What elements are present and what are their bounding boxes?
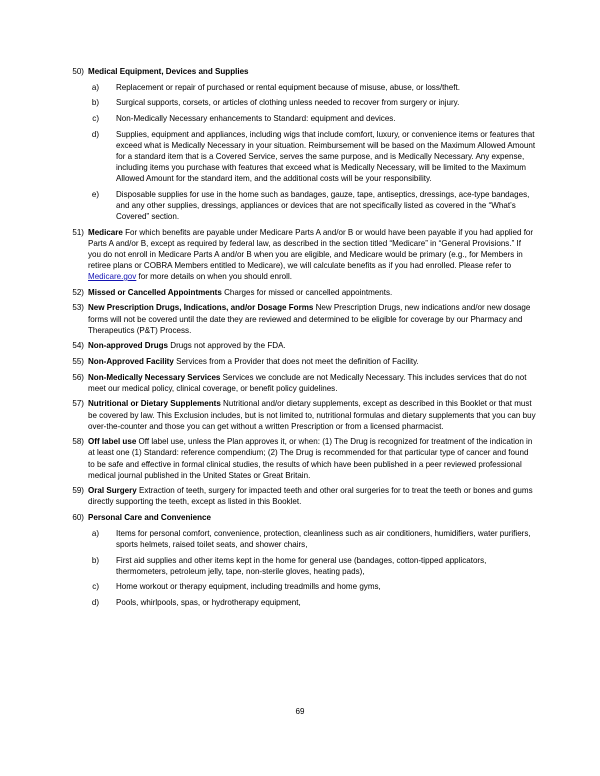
list-item [87,113,536,124]
list-item [87,129,536,184]
list-marker: a) [91,82,99,92]
list-marker: 54) [72,341,84,351]
item-body: Drugs not approved by the FDA. [168,341,286,351]
list-marker: 53) [72,303,84,313]
numbered-item-51 [68,227,536,282]
list-marker: 52) [72,287,84,297]
list-marker: 59) [72,486,84,496]
list-marker: e) [91,189,99,199]
list-item [87,581,536,592]
item-heading: Oral Surgery [88,486,137,496]
list-marker: 60) [72,513,84,523]
list-item-text: Disposable supplies for use in the home such as bandages, gauze, tape, antiseptics, dressings, ace-type bandages, and any other supplies, dressings, appliances or devices that are not specifically listed as covered in the “What’s Covered” section. [116,189,530,221]
numbered-item-60 [68,512,536,523]
item-heading: Non-Medically Necessary Services [88,372,221,382]
numbered-item-55 [68,356,536,367]
item-body: Off label use, unless the Plan approves it, or when: (1) The Drug is recognized for treatment of the indication in at least one (1) Standard: reference compendium; (2) The Drug is recommended for that particular type of cancer and found to be safe and effective in formal clinical studies, the results of which have been published in a peer reviewed professional medical journal published in the United States or Great Britain. [88,437,533,480]
list-item-text: Home workout or therapy equipment, including treadmills and home gyms, [116,582,381,592]
item-heading: Off label use [88,437,137,447]
item-heading: Nutritional or Dietary Supplements [88,399,221,409]
list-marker: 57) [72,399,84,409]
item-body: New Prescription Drugs, new indications and/or new dosage forms will not be covered until the date they are reviewed and determined to be eligible for coverage by our Pharmacy and Therapeutics (P&T) Process. [88,303,531,335]
item-body: Charges for missed or cancelled appointments. [221,287,393,297]
list-item [87,528,536,550]
item-body-after-link: for more details on when you should enroll. [136,272,292,282]
list-marker: 56) [72,372,84,382]
item-heading: Medical Equipment, Devices and Supplies [88,67,249,76]
numbered-item-52 [68,287,536,298]
list-marker: a) [91,528,99,538]
item-body: Nutritional and/or dietary supplements, except as described in this Booklet or that must be covered by law. This Exclusion includes, but is not limited to, nutritional formulas and dietary supplements that you can buy over-the-counter and those you can get without a written Prescription or from a licensed pharmacist. [88,399,536,431]
list-item-text: Items for personal comfort, convenience, protection, cleanliness such as air conditioners, humidifiers, water purifiers, sports helmets, raised toilet seats, and shower chairs, [116,528,531,549]
sub-list-50 [68,82,536,222]
list-item-text: Surgical supports, corsets, or articles of clothing unless needed to recover from surgery or injury. [116,98,460,108]
numbered-item-53 [68,302,536,335]
list-marker: b) [91,555,99,565]
list-item-text: First aid supplies and other items kept in the home for general use (bandages, cotton-tipped applicators, thermometers, petroleum jelly, tape, non-sterile gloves, heating pads), [116,555,487,576]
list-item-text: Replacement or repair of purchased or rental equipment because of misuse, abuse, or loss/theft. [116,82,460,92]
page-number: 69 [295,707,305,716]
list-item [87,189,536,222]
item-body-before-link: For which benefits are payable under Medicare Parts A and/or B or would have been payable if you had applied for Parts A and/or B, except as required by federal law, as described in the section titled “Medicare” in “General Provisions.” If you do not enroll in Medicare Parts A and/or B when you are eligible, and Medicare would be primary (e.g., for Members in retiree plans or COBRA Members entitled to Medicare), we will calculate benefits as if you had enrolled. Please refer to [88,227,534,270]
numbered-item-59 [68,485,536,507]
numbered-item-56 [68,372,536,394]
list-item [87,82,536,93]
item-heading: Medicare [88,227,123,237]
list-marker: b) [91,98,99,108]
list-item-text: Non-Medically Necessary enhancements to Standard: equipment and devices. [116,114,396,124]
list-item-text: Supplies, equipment and appliances, including wigs that include comfort, luxury, or convenience items or features that exceed what is Medically Necessary in your situation. Reimbursement will be based on the Maximum Allowed Amount for a standard item that is a Covered Service, serves the same purpose, and is Medically Necessary. Any expense, including items you purchase with features that exceed what is Medically Necessary, will be limited to the Maximum Allowed Amount for the standard item, and the additional costs will be your responsibility. [116,129,536,184]
list-marker: c) [92,582,99,592]
numbered-item-58 [68,436,536,480]
medicare-gov-link[interactable]: Medicare.gov [88,272,137,282]
exclusions-list [68,66,536,608]
list-marker: d) [91,129,99,139]
list-item [87,555,536,577]
list-marker: 51) [72,227,84,237]
item-body: Services we conclude are not Medically Necessary. This includes services that do not meet our medical policy, clinical coverage, or benefit policy guidelines. [88,372,527,393]
list-item [87,97,536,108]
numbered-item-54 [68,340,536,351]
item-body: Services from a Provider that does not meet the definition of Facility. [173,357,419,366]
list-item [87,597,536,608]
list-item-text: Pools, whirlpools, spas, or hydrotherapy equipment, [116,598,301,608]
list-marker: 55) [72,357,84,366]
item-heading: Personal Care and Convenience [88,513,211,523]
item-body: Extraction of teeth, surgery for impacted teeth and other oral surgeries for to treat the teeth or bones and gums directly supporting the teeth, except as listed in this Booklet. [88,486,533,507]
list-marker: c) [92,114,99,124]
list-marker: 58) [72,437,84,447]
item-heading: New Prescription Drugs, Indications, and/or Dosage Forms [88,303,314,313]
item-heading: Non-Approved Facility [88,357,174,366]
list-marker: d) [91,598,99,608]
numbered-item-57 [68,398,536,431]
item-heading: Non-approved Drugs [88,341,169,351]
numbered-item-50 [68,66,536,77]
sub-list-60 [68,528,536,608]
item-heading: Missed or Cancelled Appointments [88,287,222,297]
list-marker: 50) [72,67,84,76]
